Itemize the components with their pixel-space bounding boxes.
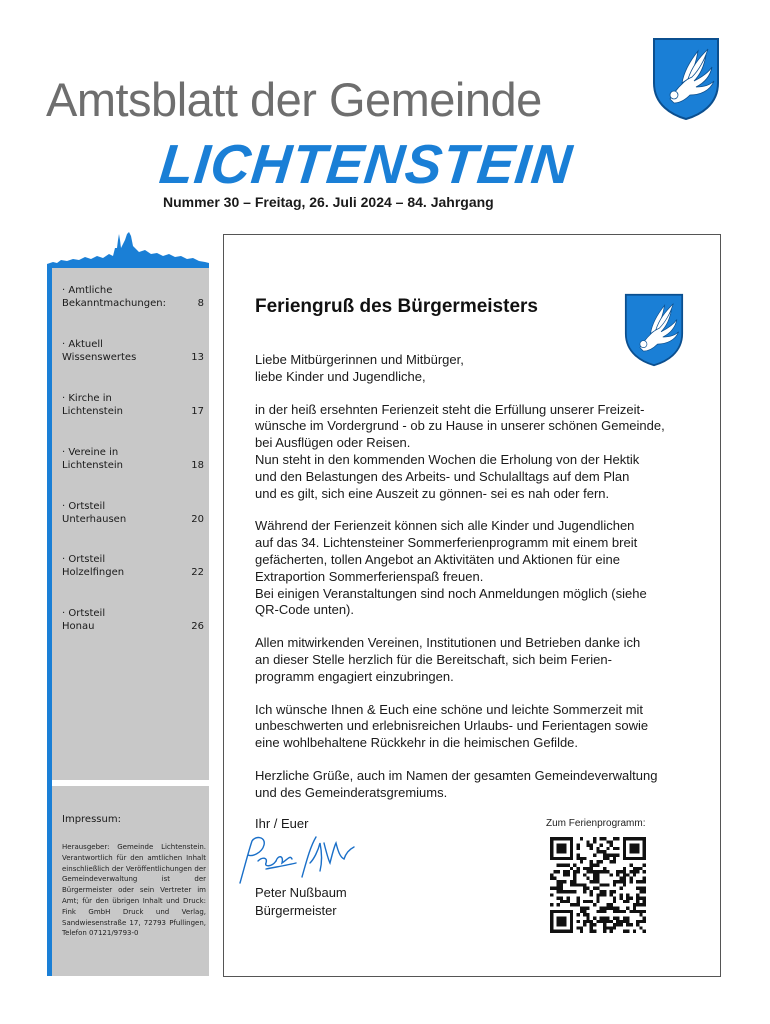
impressum-title: Impressum: [62, 814, 121, 825]
toc-item[interactable] [62, 338, 204, 364]
toc-page-number: 20 [191, 514, 204, 525]
letter-body [255, 352, 715, 818]
signature-icon [236, 833, 362, 889]
toc-label: · Vereine in Lichtenstein [62, 447, 123, 471]
letter-title: Feriengruß des Bürgermeisters [255, 296, 538, 317]
letter-paragraph: in der heiß ersehnten Ferienzeit steht die Erfüllung unserer Freizeit- wünsche im Vordergrund - ob zu Hause in unserer schönen Gemeinde, bei Ausflügen oder Reisen. Nun steht in den kommenden Wochen die Erholung von der Hektik und den Belastungen des Arbeits- und Schulalltags auf dem Plan und es gilt, sich eine Auszeit zu gönnen- sei es nah oder fern. [255, 401, 665, 501]
toc-item[interactable] [62, 500, 204, 526]
toc-item[interactable] [62, 446, 204, 472]
masthead-title: Amtsblatt der Gemeinde [46, 73, 542, 126]
signer-role: Bürgermeister [255, 903, 337, 918]
letter-closing: Ihr / Euer [255, 816, 309, 831]
masthead-brand: LICHTENSTEIN [156, 133, 576, 195]
toc-label: · Kirche in Lichtenstein [62, 393, 123, 417]
toc-page-number: 22 [191, 567, 204, 578]
toc-label: · Ortsteil Holzelfingen [62, 554, 125, 578]
letter-paragraph: Herzliche Grüße, auch im Namen der gesamten Gemeindeverwaltung und des Gemeinderatsgremiums. [255, 767, 658, 800]
toc-label: · Aktuell Wissenswertes [62, 339, 137, 363]
toc-page-number: 8 [197, 298, 204, 309]
skyline-icon [47, 226, 209, 268]
letter-paragraph: Während der Ferienzeit können sich alle Kinder und Jugendlichen auf das 34. Lichtensteiner Sommerferienprogramm mit einem breit gefächerten, tollen Angebot an Aktivitäten und Aktionen für eine Extraportion Sommerferienspaß freuen. Bei einigen Veranstaltungen sind noch Anmeldungen möglich (siehe QR-Code unten). [255, 518, 647, 618]
letter-paragraph: Ich wünsche Ihnen & Euch eine schöne und leichte Sommerzeit mit unbeschwerten und erlebnisreichen Urlaubs- und Ferientagen sowie eine wohlbehaltene Rückkehr in die heimischen Gefilde. [255, 701, 649, 751]
sidebar [47, 268, 209, 976]
toc-page-number: 17 [191, 406, 204, 417]
toc-item[interactable] [62, 553, 204, 579]
letter-paragraph: Allen mitwirkenden Vereinen, Institutionen und Betrieben danke ich an dieser Stelle herzlich für die Bereitschaft, sich beim Ferien- programm engagiert einzubringen. [255, 635, 641, 684]
toc-label: · Ortsteil Unterhausen [62, 501, 127, 525]
letter-paragraph: Liebe Mitbürgerinnen und Mitbürger, liebe Kinder und Jugendliche, [255, 352, 464, 384]
sidebar-divider [52, 780, 209, 786]
toc-label: · Amtliche Bekanntmachungen: [62, 285, 166, 309]
qr-code-icon[interactable] [550, 837, 646, 933]
toc-page-number: 18 [191, 460, 204, 471]
coat-of-arms-icon [652, 37, 720, 121]
qr-caption: Zum Ferienprogramm: [546, 818, 646, 829]
toc-label: · Ortsteil Honau [62, 608, 106, 632]
issue-line: Nummer 30 – Freitag, 26. Juli 2024 – 84. Jahrgang [163, 194, 494, 210]
toc-item[interactable] [62, 284, 204, 310]
letter-box [223, 234, 721, 977]
toc-item[interactable] [62, 392, 204, 418]
impressum-text: Herausgeber: Gemeinde Lichtenstein. Verantwortlich für den amtlichen Inhalt einschließlich der Veröffentlichungen der Gemeindeverwaltung ist der Bürgermeister oder sein Vertreter im Amt; für den übrigen Inhalt und Druck: Fink GmbH Druck und Verlag, Sandwiesenstraße 17, 72793 Pfullingen, Telefon 07121/9793-0 [62, 843, 206, 938]
toc-page-number: 13 [191, 352, 204, 363]
toc-item[interactable] [62, 607, 204, 633]
toc-page-number: 26 [191, 621, 204, 632]
signer-name: Peter Nußbaum [255, 885, 347, 900]
